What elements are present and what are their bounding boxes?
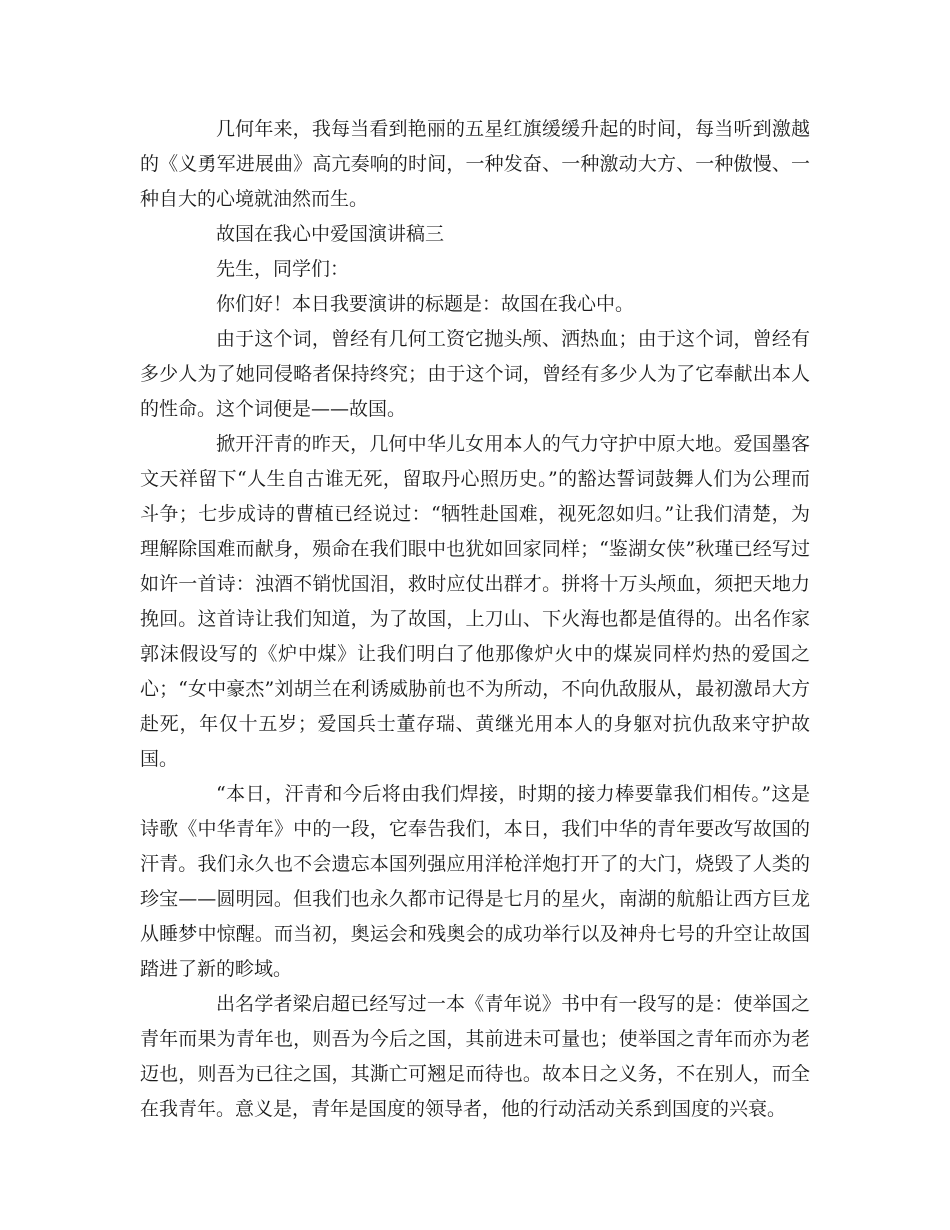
salutation: 先生，同学们：	[216, 258, 350, 280]
greeting: 你们好！本日我要演讲的标题是：故国在我心中。	[216, 293, 635, 315]
paragraph-body: 由于这个词，曾经有几何工资它抛头颅、洒热血；由于这个词，曾经有多少人为了她同侵略者保持终究；由于这个词，曾经有多少人为了它奉献出本人的性命。这个词便是——故国。	[140, 328, 810, 420]
paragraph-intro: 几何年来，我每当看到艳丽的五星红旗缓缓升起的时间，每当听到激越的《义勇军进展曲》高亢奏响的时间，一种发奋、一种激动大方、一种傲慢、一种自大的心境就油然而生。	[140, 118, 810, 210]
paragraph-body: “本日，汗青和今后将由我们焊接，时期的接力棒要靠我们相传。”这是诗歌《中华青年》中的一段，它奉告我们，本日，我们中华的青年要改写故国的汗青。我们永久也不会遗忘本国列强应用洋枪洋炮打开了的大门，烧毁了人类的珍宝——圆明园。但我们也永久都市记得是七月的星火，南湖的航船让西方巨龙从睡梦中惊醒。而当初，奥运会和残奥会的成功举行以及神舟七号的升空让故国踏进了新的畛域。	[140, 783, 810, 980]
paragraph-body: 掀开汗青的昨天，几何中华儿女用本人的气力守护中原大地。爱国墨客文天祥留下“人生自古谁无死，留取丹心照历史。”的豁达誓词鼓舞人们为公理而斗争；七步成诗的曹植已经说过：“牺牲赴国难，视死忽如归。”让我们清楚，为理解除国难而献身，殒命在我们眼中也犹如回家同样；“鉴湖女侠”秋瑾已经写过如许一首诗：浊酒不销忧国泪，救时应仗出群才。拼将十万头颅血，须把天地力挽回。这首诗让我们知道，为了故国，上刀山、下火海也都是值得的。出名作家郭沫假设写的《炉中煤》让我们明白了他那像炉火中的煤炭同样灼热的爱国之心；“女中豪杰”刘胡兰在利诱威胁前也不为所动，不向仇敌服从，最初激昂大方赴死，年仅十五岁；爱国兵士董存瑞、黄继光用本人的身躯对抗仇敌来守护故国。	[140, 433, 810, 770]
section-title: 故国在我心中爱国演讲稿三	[216, 223, 445, 245]
document-body	[140, 112, 810, 1127]
paragraph-body: 出名学者梁启超已经写过一本《青年说》书中有一段写的是：使举国之青年而果为青年也，则吾为今后之国，其前进未可量也；使举国之青年而亦为老迈也，则吾为已往之国，其澌亡可翘足而待也。故本日之义务，不在别人，而全在我青年。意义是，青年是国度的领导者，他的行动活动关系到国度的兴衰。	[140, 993, 810, 1120]
